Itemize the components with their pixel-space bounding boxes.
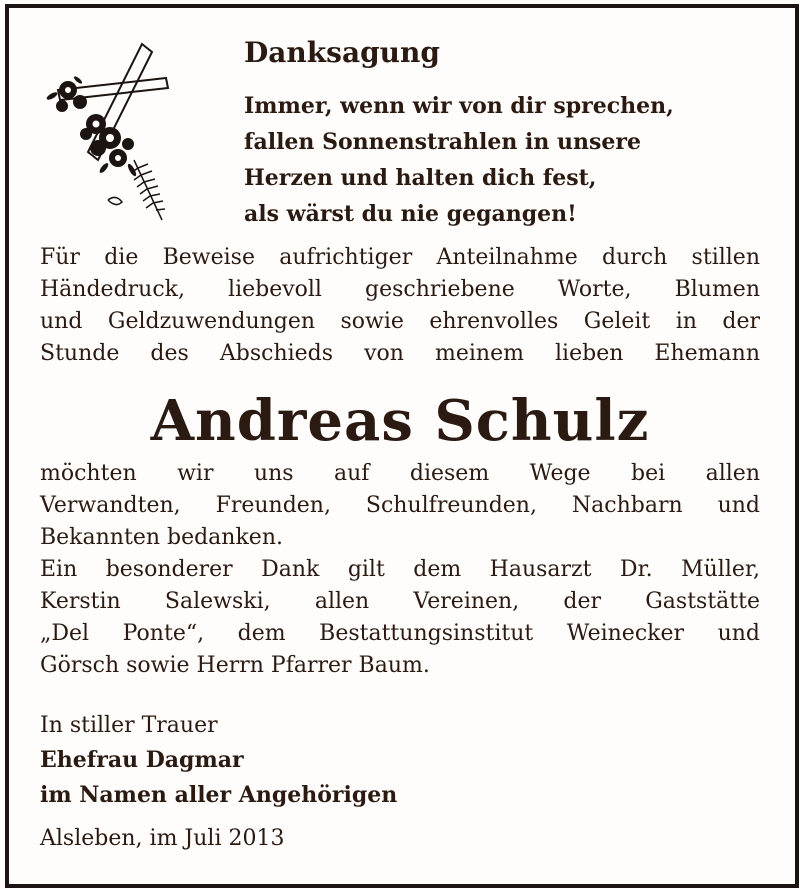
thanks-line: Kerstin Salewski, allen Vereinen, der Gaststätte (40, 589, 760, 614)
thanks-line: möchten wir uns auf diesem Wege bei allen (40, 461, 760, 486)
deceased-name: Andreas Schulz (150, 388, 650, 454)
thanks-line: Görsch sowie Herrn Pfarrer Baum. (40, 653, 430, 678)
verse-line: als wärst du nie gegangen! (244, 201, 577, 227)
intro-line: Stunde des Abschieds von meinem lieben Ehemann (40, 341, 760, 366)
thanks-line: Verwandten, Freunden, Schulfreunden, Nachbarn und (40, 493, 760, 518)
thanks-line: „Del Ponte“, dem Bestattungsinstitut Weinecker und (40, 621, 760, 646)
place-date: Alsleben, im Juli 2013 (40, 826, 285, 851)
thanks-line: Bekannten bedanken. (40, 525, 283, 550)
intro-line: Händedruck, liebevoll geschriebene Worte, Blumen (40, 277, 760, 302)
intro-paragraph (40, 242, 760, 370)
verse-line: fallen Sonnenstrahlen in unsere (244, 129, 641, 155)
intro-line: und Geldzuwendungen sowie ehrenvolles Geleit in der (40, 309, 760, 334)
verse (244, 88, 674, 232)
notice-heading: Danksagung (244, 36, 440, 69)
thanks-line: Ein besonderer Dank gilt dem Hausarzt Dr. Müller, (40, 557, 760, 582)
signature-family: im Namen aller Angehörigen (40, 782, 398, 808)
signature-name: Ehefrau Dagmar (40, 747, 244, 773)
signature-block (40, 708, 397, 813)
thanks-paragraph (40, 458, 760, 682)
verse-line: Herzen und halten dich fest, (244, 165, 597, 191)
signature-line: In stiller Trauer (40, 713, 218, 738)
cross-with-roses-icon (38, 40, 178, 225)
verse-line: Immer, wenn wir von dir sprechen, (244, 93, 674, 119)
intro-line: Für die Beweise aufrichtiger Anteilnahme durch stillen (40, 245, 760, 270)
